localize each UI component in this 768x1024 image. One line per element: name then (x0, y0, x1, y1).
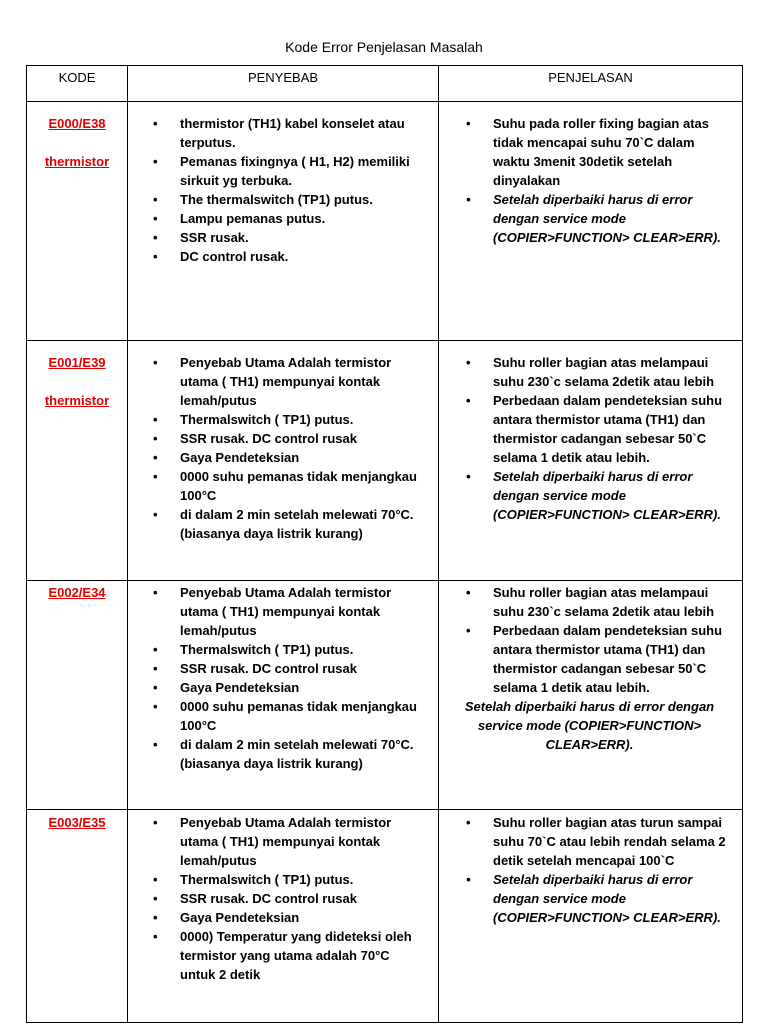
list-item: • Thermalswitch ( TP1) putus. (144, 640, 426, 659)
list-item: • SSR rusak. DC control rusak (144, 889, 426, 908)
document-title: Kode Error Penjelasan Masalah (285, 39, 483, 55)
list-item: • 0000 suhu pemanas tidak menjangkau 100°C (144, 697, 426, 735)
list-item: • thermistor (TH1) kabel konselet atau terputus. (144, 114, 426, 152)
list-item: • di dalam 2 min setelah melewati 70°C.(biasanya daya listrik kurang) (144, 735, 426, 773)
header-penjelasan: PENJELASAN (439, 66, 743, 102)
list-item: • Perbedaan dalam pendeteksian suhu antara thermistor utama (TH1) dan thermistor cadangan sebesar 50`C selama 1 detik atau lebih. (457, 391, 732, 467)
code-cell (27, 341, 128, 581)
service-note: • Setelah diperbaiki harus di error dengan service mode (COPIER>FUNCTION> CLEAR>ERR). (457, 870, 732, 927)
explanation-list (439, 341, 742, 524)
error-code: E001/E39 (48, 355, 106, 370)
list-item: • SSR rusak. DC control rusak (144, 429, 426, 448)
header-penyebab: PENYEBAB (128, 66, 439, 102)
error-code: E000/E38 (48, 116, 106, 131)
list-item: • Thermalswitch ( TP1) putus. (144, 410, 426, 429)
list-item: • SSR rusak. DC control rusak (144, 659, 426, 678)
table-row (27, 102, 743, 341)
cause-list (128, 102, 438, 266)
code-cell (27, 102, 128, 341)
table-row (27, 810, 743, 1023)
list-item: • The thermalswitch (TP1) putus. (144, 190, 426, 209)
service-note: • Setelah diperbaiki harus di error dengan service mode (COPIER>FUNCTION> CLEAR>ERR). (457, 190, 732, 247)
error-code: E002/E34 (48, 585, 106, 600)
list-item: • Lampu pemanas putus. (144, 209, 426, 228)
service-note: • Setelah diperbaiki harus di error dengan service mode (COPIER>FUNCTION> CLEAR>ERR). (457, 467, 732, 524)
list-item: • 0000 suhu pemanas tidak menjangkau 100°C (144, 467, 426, 505)
cause-list (128, 341, 438, 543)
explanation-list (439, 810, 742, 927)
list-item: • Penyebab Utama Adalah termistor utama ( TH1) mempunyai kontak lemah/putus (144, 353, 426, 410)
cause-list (128, 581, 438, 773)
list-item: • Gaya Pendeteksian (144, 448, 426, 467)
list-item: • 0000) Temperatur yang dideteksi oleh termistor yang utama adalah 70°C untuk 2 detik (144, 927, 426, 984)
list-item: • Suhu roller bagian atas turun sampai suhu 70`C atau lebih rendah selama 2 detik setelah mencapai 100`C (457, 813, 732, 870)
list-item: • SSR rusak. (144, 228, 426, 247)
list-item: • Perbedaan dalam pendeteksian suhu antara thermistor utama (TH1) dan thermistor cadangan sebesar 50`C selama 1 detik atau lebih. (457, 621, 732, 697)
error-code: E003/E35 (48, 815, 106, 830)
explanation-list (439, 581, 742, 697)
explanation-cell (439, 581, 743, 810)
header-kode: KODE (27, 66, 128, 102)
service-note: Setelah diperbaiki harus di error dengan service mode (COPIER>FUNCTION> CLEAR>ERR). (464, 699, 715, 752)
explanation-list (439, 102, 742, 247)
list-item: • Penyebab Utama Adalah termistor utama ( TH1) mempunyai kontak lemah/putus (144, 813, 426, 870)
code-cell (27, 810, 128, 1023)
cause-cell (128, 810, 439, 1023)
explanation-cell (439, 341, 743, 581)
list-item: • Thermalswitch ( TP1) putus. (144, 870, 426, 889)
error-component: thermistor (44, 393, 110, 408)
list-item: • Gaya Pendeteksian (144, 908, 426, 927)
error-component: thermistor (44, 154, 110, 169)
table-row (27, 581, 743, 810)
cause-cell (128, 341, 439, 581)
cause-cell (128, 581, 439, 810)
list-item: • Suhu roller bagian atas melampaui suhu 230`c selama 2detik atau lebih (457, 583, 732, 621)
list-item: • Suhu pada roller fixing bagian atas tidak mencapai suhu 70`C dalam waktu 3menit 30detik setelah dinyalakan (457, 114, 732, 190)
cause-list (128, 810, 438, 984)
code-cell (27, 581, 128, 810)
list-item: • Pemanas fixingnya ( H1, H2) memiliki sirkuit yg terbuka. (144, 152, 426, 190)
list-item: • di dalam 2 min setelah melewati 70°C.(biasanya daya listrik kurang) (144, 505, 426, 543)
table-header-row (27, 66, 743, 102)
table-row (27, 341, 743, 581)
explanation-cell (439, 102, 743, 341)
list-item: • DC control rusak. (144, 247, 426, 266)
explanation-cell (439, 810, 743, 1023)
cause-cell (128, 102, 439, 341)
list-item: • Gaya Pendeteksian (144, 678, 426, 697)
error-code-table (26, 65, 743, 1023)
list-item: • Penyebab Utama Adalah termistor utama ( TH1) mempunyai kontak lemah/putus (144, 583, 426, 640)
list-item: • Suhu roller bagian atas melampaui suhu 230`c selama 2detik atau lebih (457, 353, 732, 391)
